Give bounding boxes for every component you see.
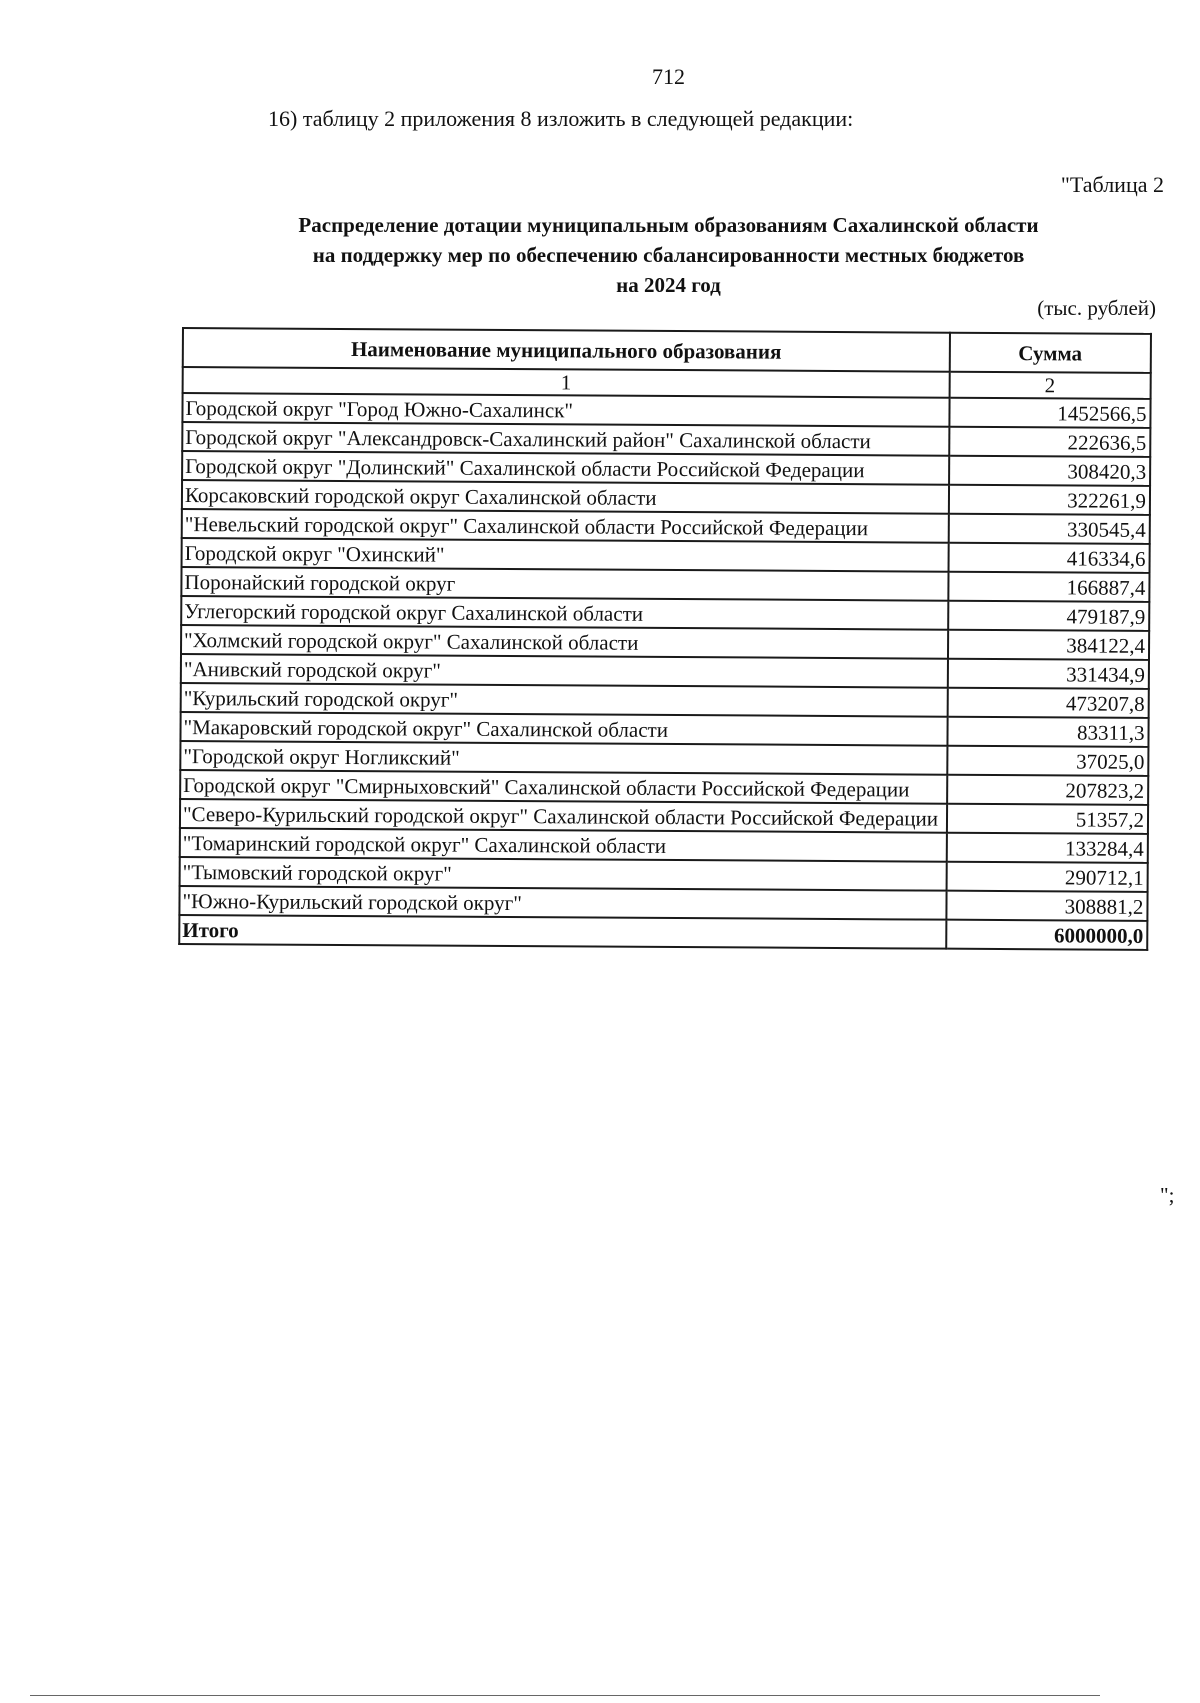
- subsidy-amount: 331434,9: [947, 659, 1149, 689]
- municipality-name: Городской округ "Охинский": [182, 538, 949, 572]
- subsidy-amount: 416334,6: [948, 543, 1150, 573]
- title-line: Распределение дотации муниципальным образованиям Сахалинской области: [298, 213, 1039, 237]
- subsidy-amount: 51357,2: [947, 804, 1149, 834]
- subsidy-amount: 308420,3: [949, 456, 1151, 486]
- subsidy-amount: 322261,9: [949, 485, 1151, 515]
- municipality-name: Поронайский городской округ: [181, 567, 948, 601]
- municipality-name: "Северо-Курильский городской округ" Сахалинской области Российской Федерации: [180, 799, 947, 833]
- municipality-name: "Анивский городской округ": [181, 654, 948, 688]
- municipality-name: "Курильский городской округ": [181, 683, 948, 717]
- title-line: на 2024 год: [616, 273, 721, 297]
- table-header-row: [183, 328, 1151, 373]
- municipality-name: Углегорский городской округ Сахалинской области: [181, 596, 948, 630]
- closing-quote: ";: [1160, 1183, 1175, 1207]
- column-header-sum: Сумма: [949, 333, 1151, 373]
- title-line: на поддержку мер по обеспечению сбалансированности местных бюджетов: [312, 243, 1025, 267]
- municipality-name: "Городской округ Ногликский": [180, 741, 947, 775]
- total-label: Итого: [179, 915, 946, 949]
- municipality-name: Корсаковский городской округ Сахалинской области: [182, 480, 949, 514]
- municipality-name: "Томаринский городской округ" Сахалинской области: [180, 828, 947, 862]
- subsidy-amount: 473207,8: [947, 688, 1149, 718]
- subsidy-amount: 166887,4: [948, 572, 1150, 602]
- municipality-name: "Макаровский городской округ" Сахалинской области: [180, 712, 947, 746]
- municipality-name: Городской округ "Смирныховский" Сахалинской области Российской Федерации: [180, 770, 947, 804]
- column-header-name: Наименование муниципального образования: [183, 328, 950, 372]
- subsidy-amount: 207823,2: [947, 775, 1149, 805]
- subsidy-amount: 1452566,5: [949, 398, 1151, 428]
- subsidy-amount: 133284,4: [946, 833, 1148, 863]
- subsidy-amount: 222636,5: [949, 427, 1151, 457]
- subsidy-amount: 37025,0: [947, 746, 1149, 776]
- subsidy-amount: 83311,3: [947, 717, 1149, 747]
- document-title: [0, 210, 1200, 300]
- column-number: 1: [183, 367, 950, 398]
- subsidy-table: [178, 327, 1152, 951]
- subsidy-amount: 290712,1: [946, 862, 1148, 892]
- total-amount: 6000000,0: [946, 920, 1148, 950]
- municipality-name: Городской округ "Город Южно-Сахалинск": [182, 393, 949, 427]
- subsidy-amount: 384122,4: [948, 630, 1150, 660]
- municipality-name: "Невельский городской округ" Сахалинской области Российской Федерации: [182, 509, 949, 543]
- municipality-name: "Южно-Курильский городской округ": [179, 886, 946, 920]
- total-row: [179, 915, 1147, 950]
- municipality-name: "Холмский городской округ" Сахалинской области: [181, 625, 948, 659]
- units-label: (тыс. рублей): [1037, 296, 1156, 320]
- municipality-name: "Тымовский городской округ": [180, 857, 947, 891]
- intro-text: 16) таблицу 2 приложения 8 изложить в следующей редакции:: [268, 106, 854, 131]
- column-number: 2: [949, 372, 1151, 399]
- table-body: [179, 393, 1150, 950]
- subsidy-amount: 308881,2: [946, 891, 1148, 921]
- municipality-name: Городской округ "Долинский" Сахалинской области Российской Федерации: [182, 451, 949, 485]
- table-reference: "Таблица 2: [1060, 172, 1164, 197]
- page-number: 712: [652, 64, 685, 89]
- municipality-name: Городской округ "Александровск-Сахалинский район" Сахалинской области: [182, 422, 949, 456]
- subsidy-amount: 479187,9: [948, 601, 1150, 631]
- subsidy-amount: 330545,4: [948, 514, 1150, 544]
- scan-artifact: [30, 1695, 1100, 1696]
